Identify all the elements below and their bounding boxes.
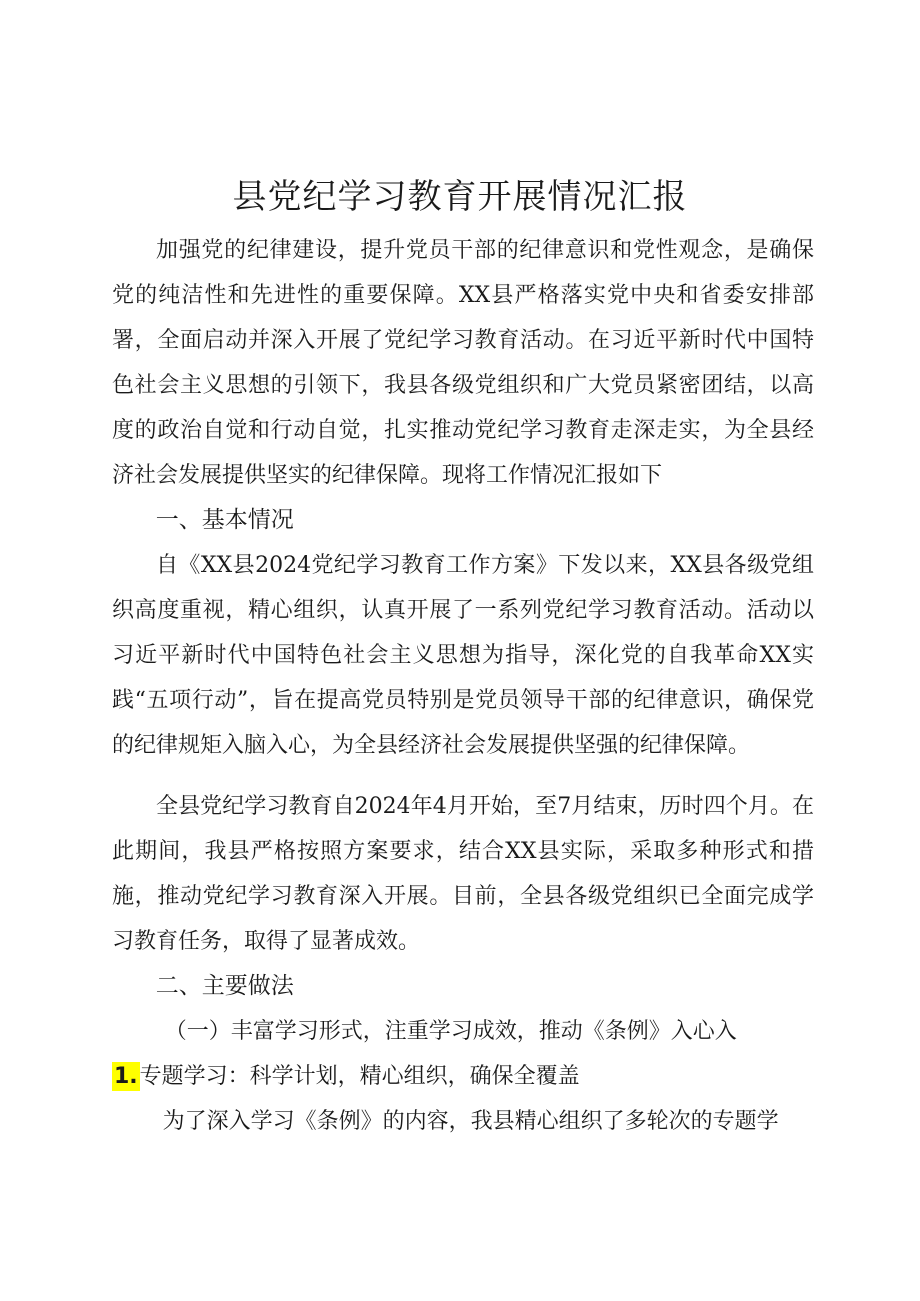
basic-situation-paragraph-2: 全县党纪学习教育自2024年4月开始，至7月结束，历时四个月。在此期间，我县严格按照方案要求，结合XX县实际，采取多种形式和措施，推动党纪学习教育深入开展。目前，全县各级党组织已全面完成学习教育任务，取得了显著成效。 bbox=[112, 794, 814, 954]
list-item-1-paragraph: 为了深入学习《条例》的内容，我县精心组织了多轮次的专题学 bbox=[162, 1109, 779, 1134]
basic-situation-paragraph-1: 自《XX县2024党纪学习教育工作方案》下发以来，XX县各级党组织高度重视，精心组织，认真开展了一系列党纪学习教育活动。活动以习近平新时代中国特色社会主义思想为指导，深化党的自我革命XX实践“五项行动”，旨在提高党员特别是党员领导干部的纪律意识，确保党的纪律规矩入脑入心，为全县经济社会发展提供坚强的纪律保障。 bbox=[112, 553, 814, 758]
document-body bbox=[112, 228, 814, 1144]
list-item-1 bbox=[112, 1054, 814, 1099]
section-heading-basic-situation: 一、基本情况 bbox=[155, 507, 294, 533]
subsection-heading-1: （一）丰富学习形式，注重学习成效，推动《条例》入心入 bbox=[164, 1019, 737, 1044]
list-item-1-text: 专题学习：科学计划，精心组织，确保全覆盖 bbox=[139, 1064, 580, 1089]
document-title: 县党纪学习教育开展情况汇报 bbox=[232, 177, 688, 217]
section-heading-main-practices: 二、主要做法 bbox=[155, 973, 294, 999]
highlighted-item-number: 1. bbox=[114, 1064, 138, 1089]
intro-paragraph: 加强党的纪律建设，提升党员干部的纪律意识和党性观念，是确保党的纯洁性和先进性的重要保障。XX县严格落实党中央和省委安排部署，全面启动并深入开展了党纪学习教育活动。在习近平新时代中国特色社会主义思想的引领下，我县各级党组织和广大党员紧密团结，以高度的政治自觉和行动自觉，扎实推动党纪学习教育走深走实，为全县经济社会发展提供坚实的纪律保障。现将工作情况汇报如下 bbox=[112, 238, 814, 488]
